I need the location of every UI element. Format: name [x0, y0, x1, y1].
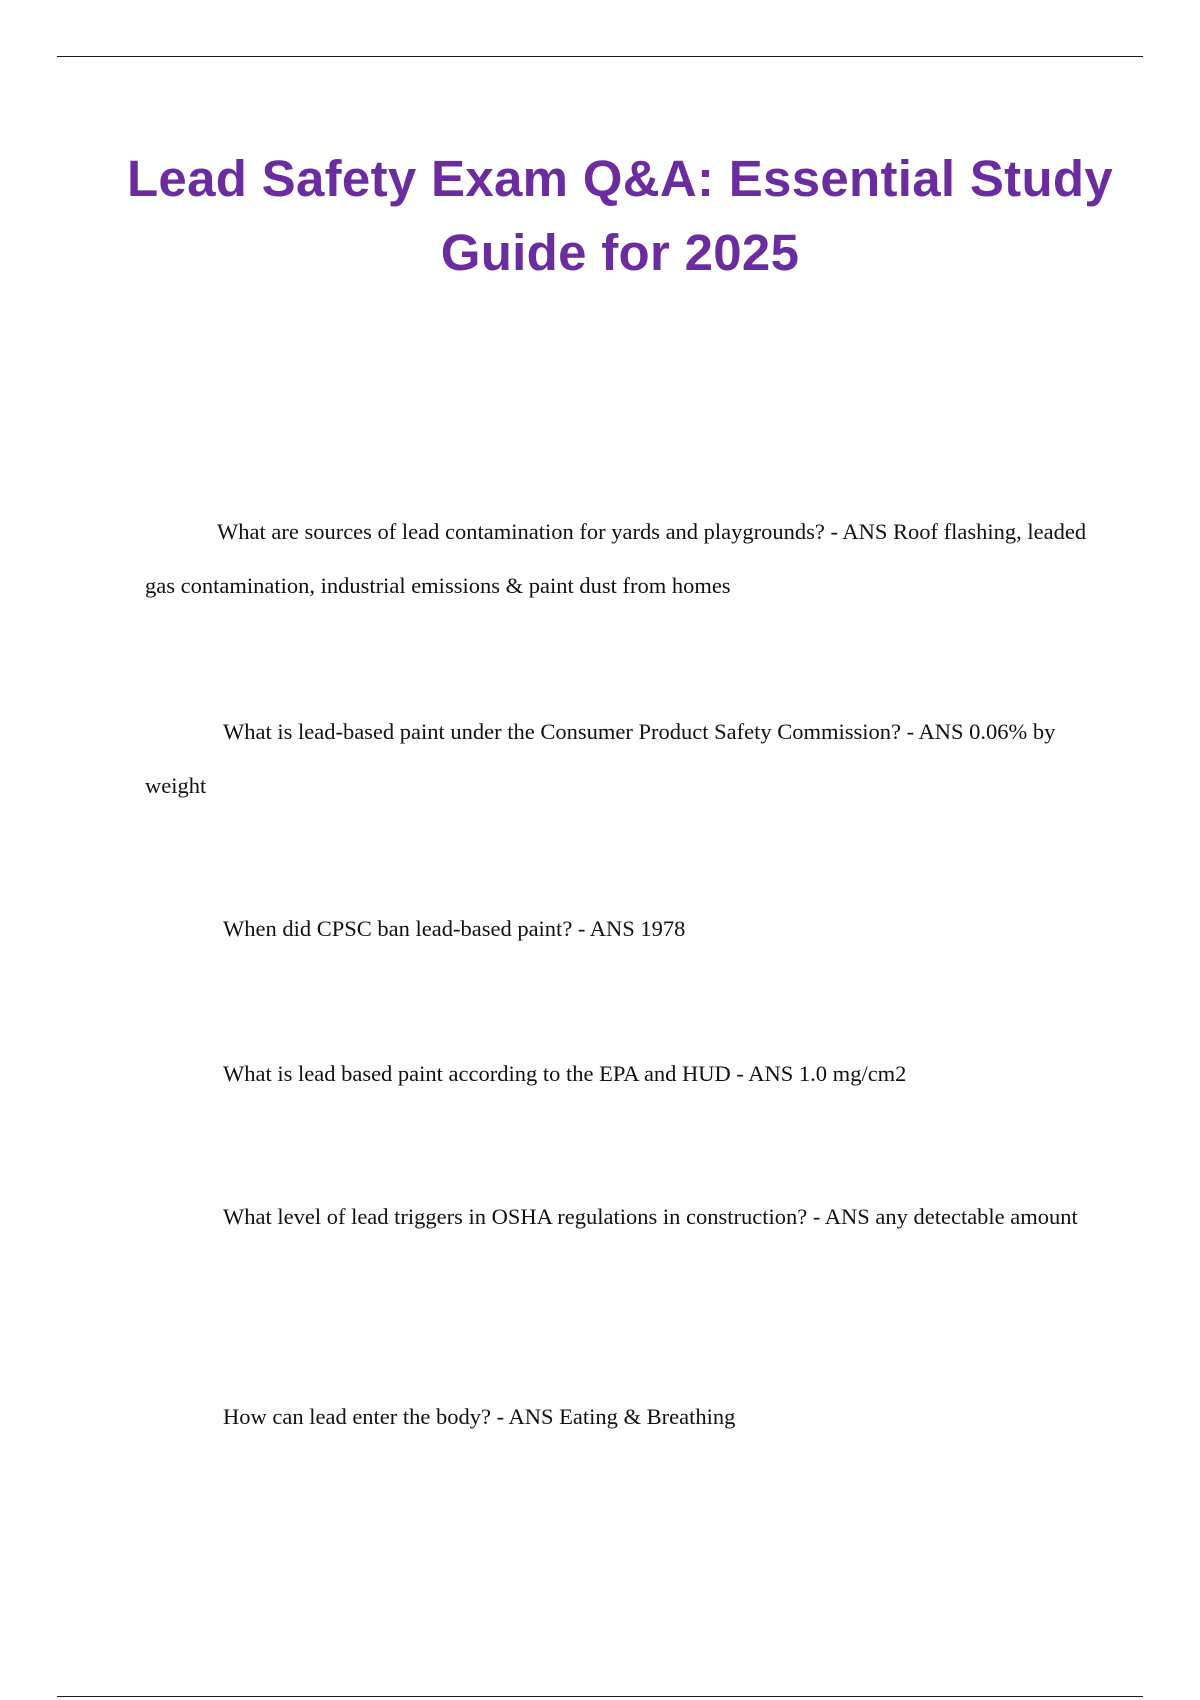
qa-item-2: What is lead-based paint under the Consumer Product Safety Commission? - ANS 0.06% by weight: [145, 719, 1056, 798]
bottom-rule: [57, 1696, 1143, 1697]
qa-item-4: What is lead based paint according to the EPA and HUD - ANS 1.0 mg/cm2: [223, 1061, 907, 1086]
top-rule: [57, 56, 1143, 57]
qa-item-5: What level of lead triggers in OSHA regulations in construction? - ANS any detectable amount: [223, 1204, 1078, 1229]
document-title: Lead Safety Exam Q&A: Essential Study Guide for 2025: [126, 150, 1114, 281]
qa-item-3: When did CPSC ban lead-based paint? - ANS 1978: [223, 916, 686, 941]
qa-item-6: How can lead enter the body? - ANS Eating & Breathing: [223, 1404, 736, 1429]
qa-item-1: What are sources of lead contamination for yards and playgrounds? - ANS Roof flashing, leaded gas contamination, industrial emissions & paint dust from homes: [145, 519, 1087, 598]
